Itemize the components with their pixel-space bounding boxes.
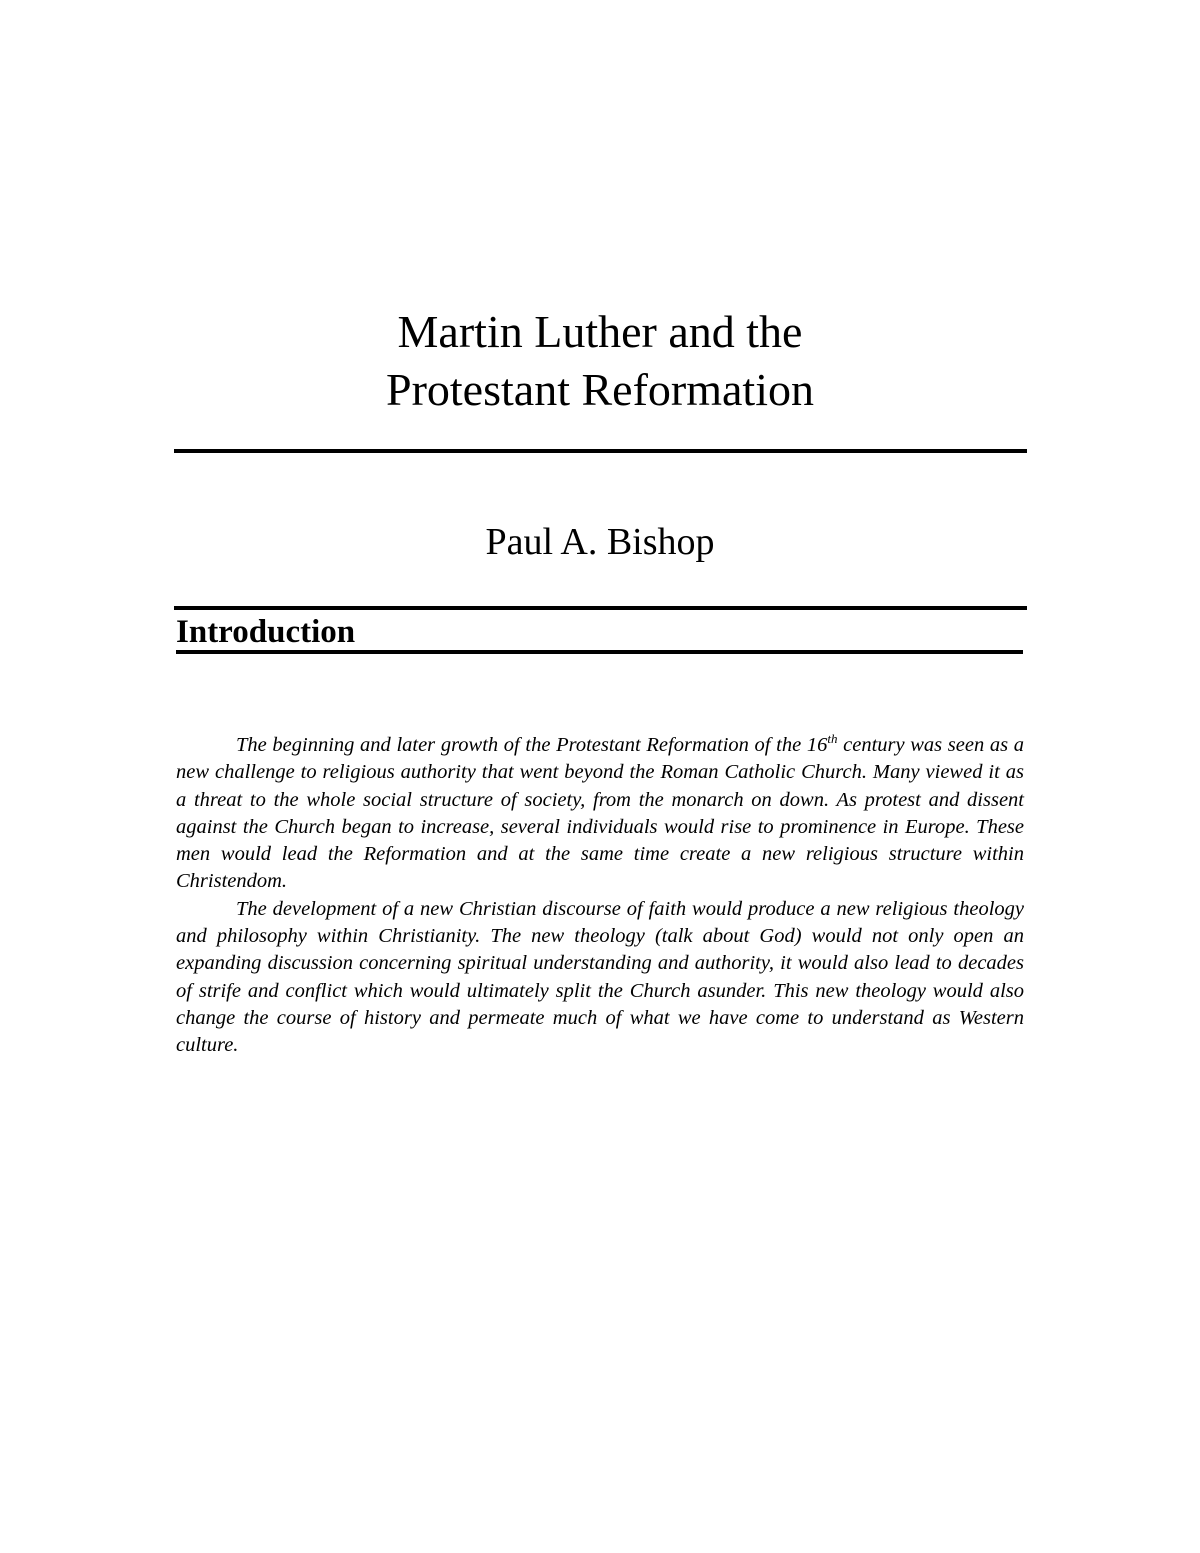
paragraph-1-text-start: The beginning and later growth of the Protestant Reformation of the 16 xyxy=(236,734,828,756)
paragraph-2: The development of a new Christian discourse of faith would produce a new religious theology and philosophy within Christianity. The new theology (talk about God) would not only open an expanding discussion concerning spiritual understanding and authority, it would also lead to decades of strife and conflict which would ultimately split the Church asunder. This new theology would also change the course of history and permeate much of what we have come to understand as Western culture. xyxy=(176,897,1024,1057)
title-line-2: Protestant Reformation xyxy=(386,363,814,415)
section-heading xyxy=(176,612,1023,654)
document-title xyxy=(0,303,1200,419)
paragraph-1-text-end: century was seen as a new challenge to religious authority that went beyond the Roman Catholic Church. Many viewed it as a threat to the whole social structure of society, from the monarch on down. As protest and dissent against the Church began to increase, several individuals would rise to prominence in Europe. These men would lead the Reformation and at the same time create a new religious structure within Christendom. xyxy=(176,734,1024,893)
paragraph-1 xyxy=(176,732,1024,896)
body-text xyxy=(176,732,1024,1060)
title-line-1: Martin Luther and the xyxy=(397,305,803,357)
ordinal-suffix: th xyxy=(827,731,838,747)
author-divider xyxy=(174,606,1027,610)
author-name: Paul A. Bishop xyxy=(485,521,715,563)
section-heading-label: Introduction xyxy=(176,614,356,650)
title-divider xyxy=(174,449,1027,453)
